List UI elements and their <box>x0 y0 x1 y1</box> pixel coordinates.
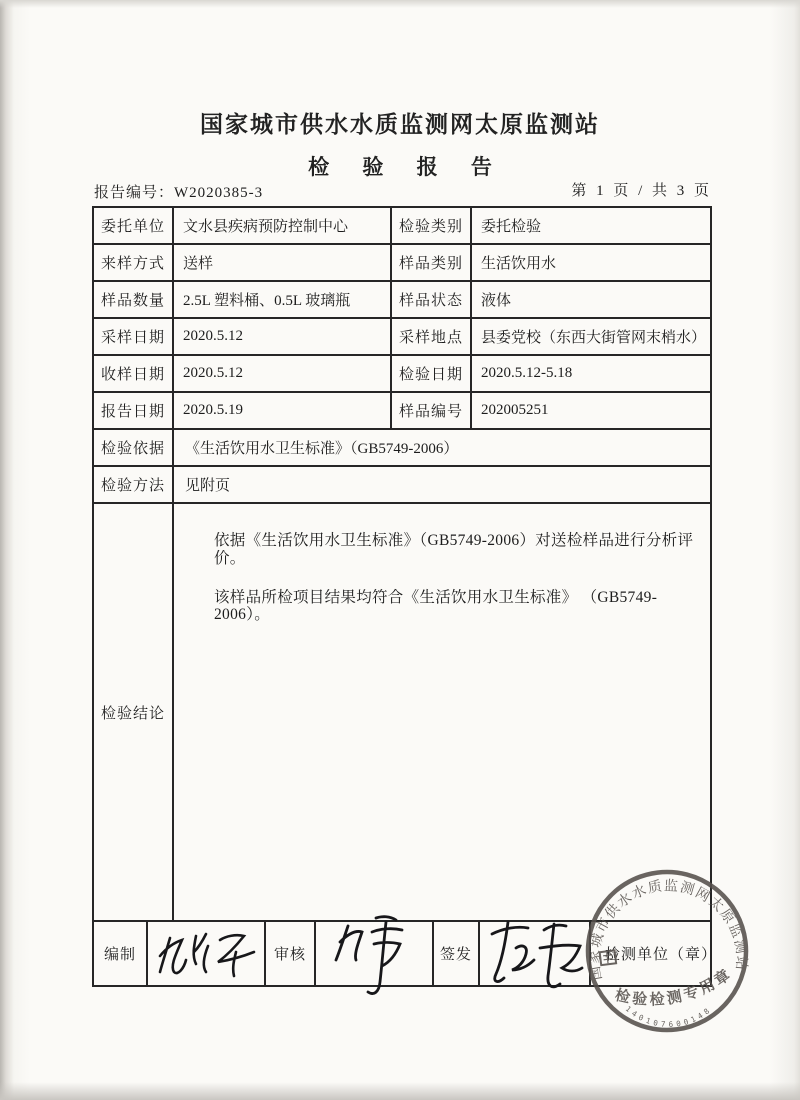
row-label-sampling-site: 采样地点 <box>392 319 472 354</box>
conclusion-text <box>174 504 710 920</box>
row-label-receipt-date: 收样日期 <box>94 356 174 391</box>
table-row <box>94 356 710 393</box>
row-label-test-method: 检验方法 <box>94 467 174 502</box>
table-row <box>94 393 710 430</box>
issued-by-label: 签发 <box>434 922 480 985</box>
row-value-sample-state: 液体 <box>481 293 512 309</box>
report-info-table <box>92 206 718 987</box>
conclusion-line-2: 该样品所检项目结果均符合《生活饮用水卫生标准》 （GB5749-2006）。 <box>214 588 658 624</box>
row-label-report-date: 报告日期 <box>94 393 174 428</box>
row-label-client: 委托单位 <box>94 208 174 243</box>
row-label-sample-qty: 样品数量 <box>94 282 174 317</box>
report-title: 检 验 报 告 <box>308 155 506 179</box>
table-row <box>94 430 710 467</box>
page-indicator: 第 1 页 / 共 3 页 <box>571 183 712 199</box>
row-value-sampling-site: 县委党校（东西大街管网末梢水） <box>481 330 707 346</box>
row-value-test-date: 2020.5.12-5.18 <box>481 365 573 381</box>
reviewed-by-label: 审核 <box>266 922 316 985</box>
row-value-test-basis: 《生活饮用水卫生标准》（GB5749-2006） <box>185 441 459 457</box>
row-label-sample-class: 样品类别 <box>392 245 472 280</box>
issued-signature <box>480 922 591 985</box>
row-label-test-basis: 检验依据 <box>94 430 174 465</box>
prepared-signature <box>148 922 266 985</box>
row-value-report-date: 2020.5.19 <box>174 393 392 428</box>
table-row <box>94 245 710 282</box>
issued-signature-ink <box>482 912 594 1002</box>
row-value-sampling-date: 2020.5.12 <box>174 319 392 354</box>
prepared-signature-ink <box>156 926 260 982</box>
unit-seal-label: 检测单位（章） <box>605 947 718 963</box>
conclusion-label: 检验结论 <box>94 504 174 920</box>
conclusion-row <box>94 504 710 922</box>
table-row <box>94 282 710 319</box>
row-label-sample-state: 样品状态 <box>392 282 472 317</box>
stamp-inner-text: 检验检测专用章 <box>613 965 736 1009</box>
row-value-sample-qty: 2.5L 塑料桶、0.5L 玻璃瓶 <box>174 282 392 317</box>
signature-row <box>94 922 718 985</box>
meta-line <box>92 179 712 203</box>
row-label-test-type: 检验类别 <box>392 208 472 243</box>
report-number: 报告编号：W2020385-3 <box>94 185 264 201</box>
stamp-number: 140107600148 <box>623 1004 714 1030</box>
conclusion-line-1: 依据《生活饮用水卫生标准》（GB5749-2006）对送检样品进行分析评价。 <box>214 532 694 567</box>
row-value-sample-class: 生活饮用水 <box>481 256 557 272</box>
table-row <box>94 208 710 245</box>
row-value-sample-no: 202005251 <box>481 402 549 418</box>
stamp-arc-text: 国家城市供水水质监测网太原监测站 <box>587 879 749 982</box>
row-label-sample-no: 样品编号 <box>392 393 472 428</box>
row-value-client: 文水县疾病预防控制中心 <box>174 208 392 243</box>
prepared-by-label: 编制 <box>94 922 148 985</box>
row-value-receipt-date: 2020.5.12 <box>174 356 392 391</box>
row-value-test-method: 见附页 <box>185 478 231 494</box>
reviewed-signature <box>316 922 434 985</box>
table-row <box>94 319 710 356</box>
row-value-test-type: 委托检验 <box>481 219 542 235</box>
station-title: 国家城市供水水质监测网太原监测站 <box>200 112 600 137</box>
reviewed-signature-ink <box>330 908 426 1000</box>
row-label-sampling-mode: 来样方式 <box>94 245 174 280</box>
row-label-test-date: 检验日期 <box>392 356 472 391</box>
row-label-sampling-date: 采样日期 <box>94 319 174 354</box>
row-value-sampling-mode: 送样 <box>174 245 392 280</box>
table-row <box>94 467 710 504</box>
